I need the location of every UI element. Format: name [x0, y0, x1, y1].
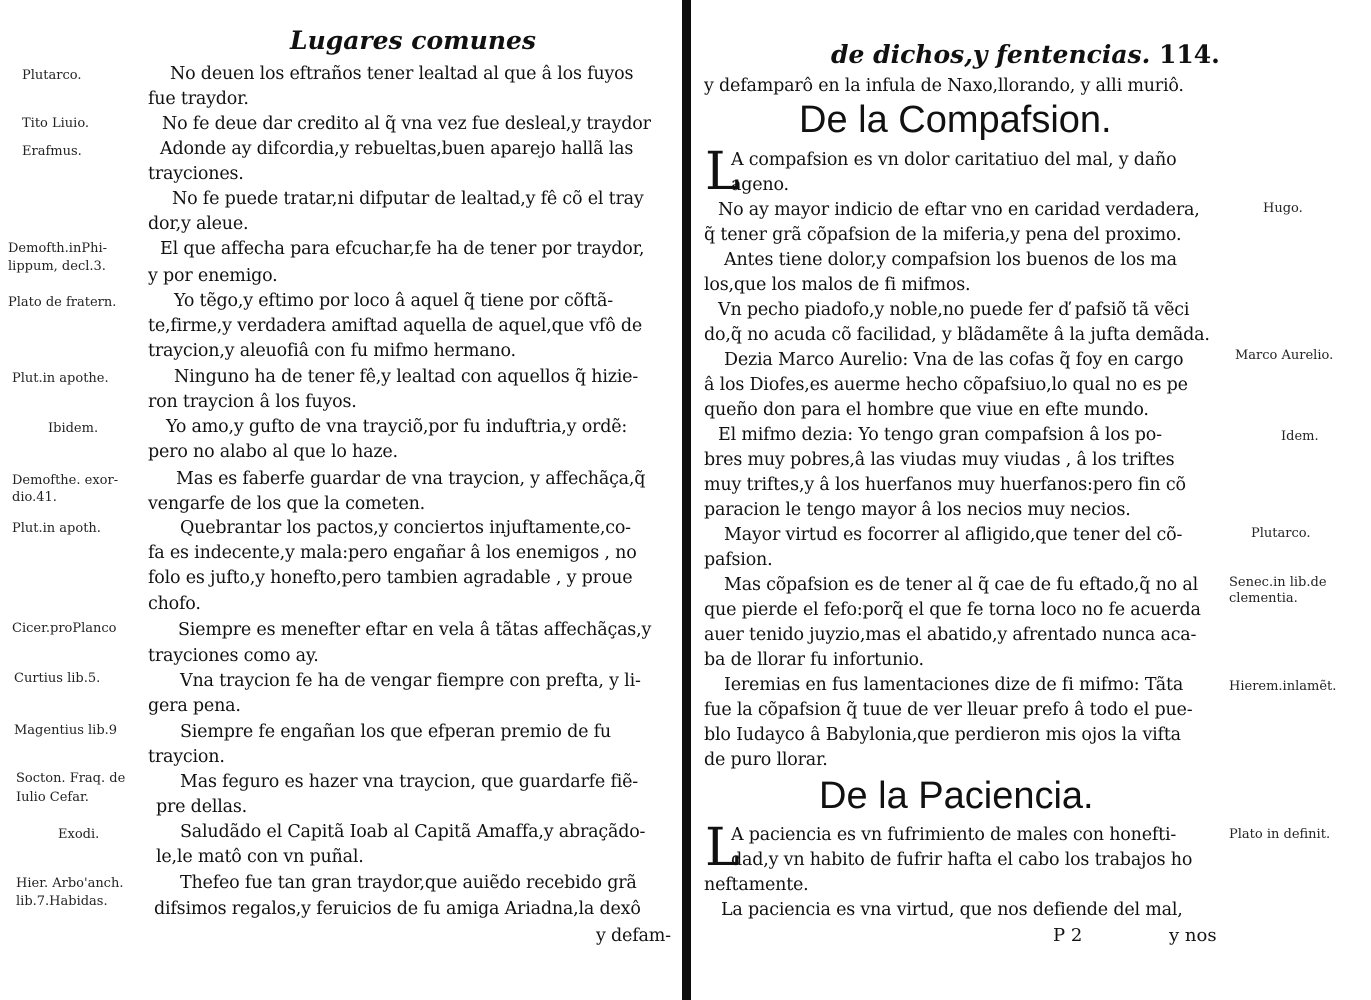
text-line: auer tenido juyzio,mas el abatido,y afrentado nunca aca- — [704, 625, 1197, 645]
text-line: Saludãdo el Capitã Ioab al Capitã Amaffa,y abraçãdo- — [180, 822, 646, 842]
text-line: paracion le tengo mayor â los necios muy necios. — [704, 500, 1131, 520]
text-line: y defamparô en la infula de Naxo,llorando, y alli muriô. — [704, 76, 1184, 96]
text-line: Mas es faberfe guardar de vna traycion, y affechãça,q̃ — [176, 469, 646, 489]
margin-note: Plato de fratern. — [8, 295, 117, 310]
catchword: y nos — [1169, 925, 1217, 946]
text-line: No ay mayor indicio de eftar vno en caridad verdadera, — [718, 200, 1200, 220]
text-line: La paciencia es vna virtud, que nos defiende del mal, — [721, 900, 1183, 920]
margin-note: clementia. — [1229, 591, 1298, 606]
text-line: blo Iudayco â Babylonia,que perdieron mis ojos la vifta — [704, 725, 1181, 745]
text-line: Vna traycion fe ha de vengar fiempre con prefta, y li- — [180, 671, 641, 691]
text-line: difsimos regalos,y feruicios de fu amiga Ariadna,la dexô — [154, 899, 641, 919]
book-gutter — [682, 0, 691, 1000]
margin-note: lib.7.Habidas. — [16, 894, 108, 909]
text-line: queño don para el hombre que viue en efte mundo. — [704, 400, 1149, 420]
text-line: que pierde el fefo:porq̃ el que fe torna loco no fe acuerda — [704, 600, 1201, 620]
text-line: de puro llorar. — [704, 750, 828, 770]
text-line: Quebrantar los pactos,y conciertos injuftamente,co- — [180, 518, 631, 538]
running-title-right: de dichos,y fentencias. — [831, 40, 1151, 69]
text-line: Mas cõpafsion es de tener al q̃ cae de fu eftado,q̃ no al — [724, 575, 1198, 595]
text-line: Ieremias en fus lamentaciones dize de fi mifmo: Tãta — [724, 675, 1184, 695]
page-number: 114. — [1159, 40, 1220, 69]
text-line: ba de llorar fu infortunio. — [704, 650, 924, 670]
text-line: dor,y aleue. — [148, 214, 249, 234]
margin-note: Plut.in apothe. — [12, 371, 109, 386]
margin-note: Plutarco. — [22, 68, 82, 83]
margin-note: Tito Liuio. — [22, 116, 90, 131]
text-line: le,le matô con vn puñal. — [156, 847, 364, 867]
signature-mark: P 2 — [1053, 925, 1083, 946]
margin-note: Hugo. — [1263, 201, 1303, 216]
text-line: ageno. — [731, 175, 789, 195]
catchword-left: y defam- — [596, 926, 671, 946]
text-line: â los Diofes,es auerme hecho cõpafsiuo,lo qual no es pe — [704, 375, 1188, 395]
text-line: trayciones. — [148, 164, 244, 184]
text-line: pafsion. — [704, 550, 773, 570]
drop-cap: L — [705, 818, 740, 878]
text-line: te,firme,y verdadera amiftad aquella de aquel,que vfô de — [148, 316, 643, 336]
text-line: Yo tẽgo,y eftimo por loco â aquel q̃ tiene por cõftã- — [174, 291, 613, 311]
text-line: Siempre fe engañan los que efperan premio de fu — [180, 722, 611, 742]
margin-note: Plutarco. — [1251, 526, 1311, 541]
text-line: traycion. — [148, 747, 225, 767]
text-line: folo es jufto,y honefto,pero tambien agradable , y proue — [148, 568, 633, 588]
margin-note: Magentius lib.9 — [14, 723, 118, 738]
margin-note: Plato in definit. — [1229, 827, 1331, 842]
text-line: A compafsion es vn dolor caritatiuo del mal, y daño — [731, 150, 1177, 170]
margin-note: Curtius lib.5. — [14, 671, 101, 686]
text-line: Siempre es menefter eftar en vela â tãtas affechãças,y — [178, 620, 652, 640]
text-line: A paciencia es vn fufrimiento de males con honefti- — [731, 825, 1177, 845]
margin-note: Demofth.inPhi- — [8, 241, 108, 256]
running-title-left: Lugares comunes — [290, 26, 536, 55]
text-line: Ninguno ha de tener fê,y lealtad con aquellos q̃ hizie- — [174, 367, 639, 387]
margin-note: Demofthe. exor- — [12, 473, 119, 488]
margin-note: Ibidem. — [48, 421, 99, 436]
drop-cap: L — [705, 142, 740, 202]
text-line: Dezia Marco Aurelio: Vna de las cofas q̃ foy en cargo — [724, 350, 1184, 370]
text-line: pero no alabo al que lo haze. — [148, 442, 398, 462]
margin-note: Hierem.inlamẽt. — [1229, 679, 1337, 694]
text-line: fue la cõpafsion q̃ tuue de ver lleuar prefo â todo el pue- — [704, 700, 1193, 720]
margin-note: Hier. Arbo'anch. — [16, 876, 124, 891]
section-heading: De la Compafsion. — [799, 99, 1112, 141]
text-line: ron traycion â los fuyos. — [148, 392, 357, 412]
text-line: neftamente. — [704, 875, 809, 895]
left-page — [0, 0, 684, 1000]
text-line: muy triftes,y â los huerfanos muy huerfanos:pero fin cõ — [704, 475, 1186, 495]
text-line: los,que los malos de fi mifmos. — [704, 275, 971, 295]
margin-note: Plut.in apoth. — [12, 521, 101, 536]
text-line: Antes tiene dolor,y compafsion los buenos de los ma — [724, 250, 1177, 270]
margin-note: Marco Aurelio. — [1235, 348, 1334, 363]
text-line: vengarfe de los que la cometen. — [148, 494, 426, 514]
text-line: y por enemigo. — [148, 266, 278, 286]
text-line: fa es indecente,y mala:pero engañar â los enemigos , no — [148, 543, 637, 563]
text-line: El mifmo dezia: Yo tengo gran compafsion â los po- — [718, 425, 1162, 445]
margin-note: Socton. Fraq. de — [16, 771, 126, 786]
margin-note: Erafmus. — [22, 144, 82, 159]
text-line: bres muy pobres,â las viudas muy viudas , â los triftes — [704, 450, 1175, 470]
margin-note: Senec.in lib.de — [1229, 575, 1327, 590]
text-line: Vn pecho piadofo,y noble,no puede fer ď pafsiõ tã vẽci — [718, 300, 1190, 320]
text-line: gera pena. — [148, 696, 241, 716]
text-line: Mayor virtud es focorrer al afligido,que tener del cõ- — [724, 525, 1183, 545]
text-line: No fe puede tratar,ni difputar de lealtad,y fê cõ el tray — [172, 189, 644, 209]
margin-note: lippum, decl.3. — [8, 259, 106, 274]
margin-note: dio.41. — [12, 490, 57, 505]
margin-note: Idem. — [1281, 429, 1319, 444]
margin-note: Exodi. — [58, 827, 100, 842]
text-line: No fe deue dar credito al q̃ vna vez fue desleal,y traydor — [162, 114, 651, 134]
section-heading: De la Paciencia. — [819, 775, 1094, 817]
text-line: Thefeo fue tan gran traydor,que auiẽdo recebido grã — [180, 873, 637, 893]
text-line: do,q̃ no acuda cõ facilidad, y blãdamẽte â la jufta demãda. — [704, 325, 1210, 345]
text-line: Adonde ay difcordia,y rebueltas,buen aparejo hallã las — [160, 139, 634, 159]
text-line: No deuen los eftraños tener lealtad al que â los fuyos — [170, 64, 634, 84]
text-line: fue traydor. — [148, 89, 249, 109]
text-line: traycion,y aleuofiâ con fu mifmo hermano. — [148, 341, 516, 361]
right-page — [691, 0, 1371, 1000]
text-line: Mas feguro es hazer vna traycion, que guardarfe fiẽ- — [180, 772, 638, 792]
text-line: Yo amo,y gufto de vna trayciõ,por fu induftria,y ordẽ: — [166, 417, 628, 437]
text-line: trayciones como ay. — [148, 646, 319, 666]
text-line: dad,y vn habito de fufrir hafta el cabo los trabajos ho — [731, 850, 1193, 870]
margin-note: Iulio Cefar. — [16, 790, 89, 805]
margin-note: Cicer.proPlanco — [12, 621, 117, 636]
text-line: El que affecha para efcuchar,fe ha de tener por traydor, — [160, 239, 645, 259]
text-line: q̃ tener grã cõpafsion de la miferia,y pena del proximo. — [704, 225, 1182, 245]
text-line: pre dellas. — [156, 797, 248, 817]
text-line: chofo. — [148, 594, 201, 614]
